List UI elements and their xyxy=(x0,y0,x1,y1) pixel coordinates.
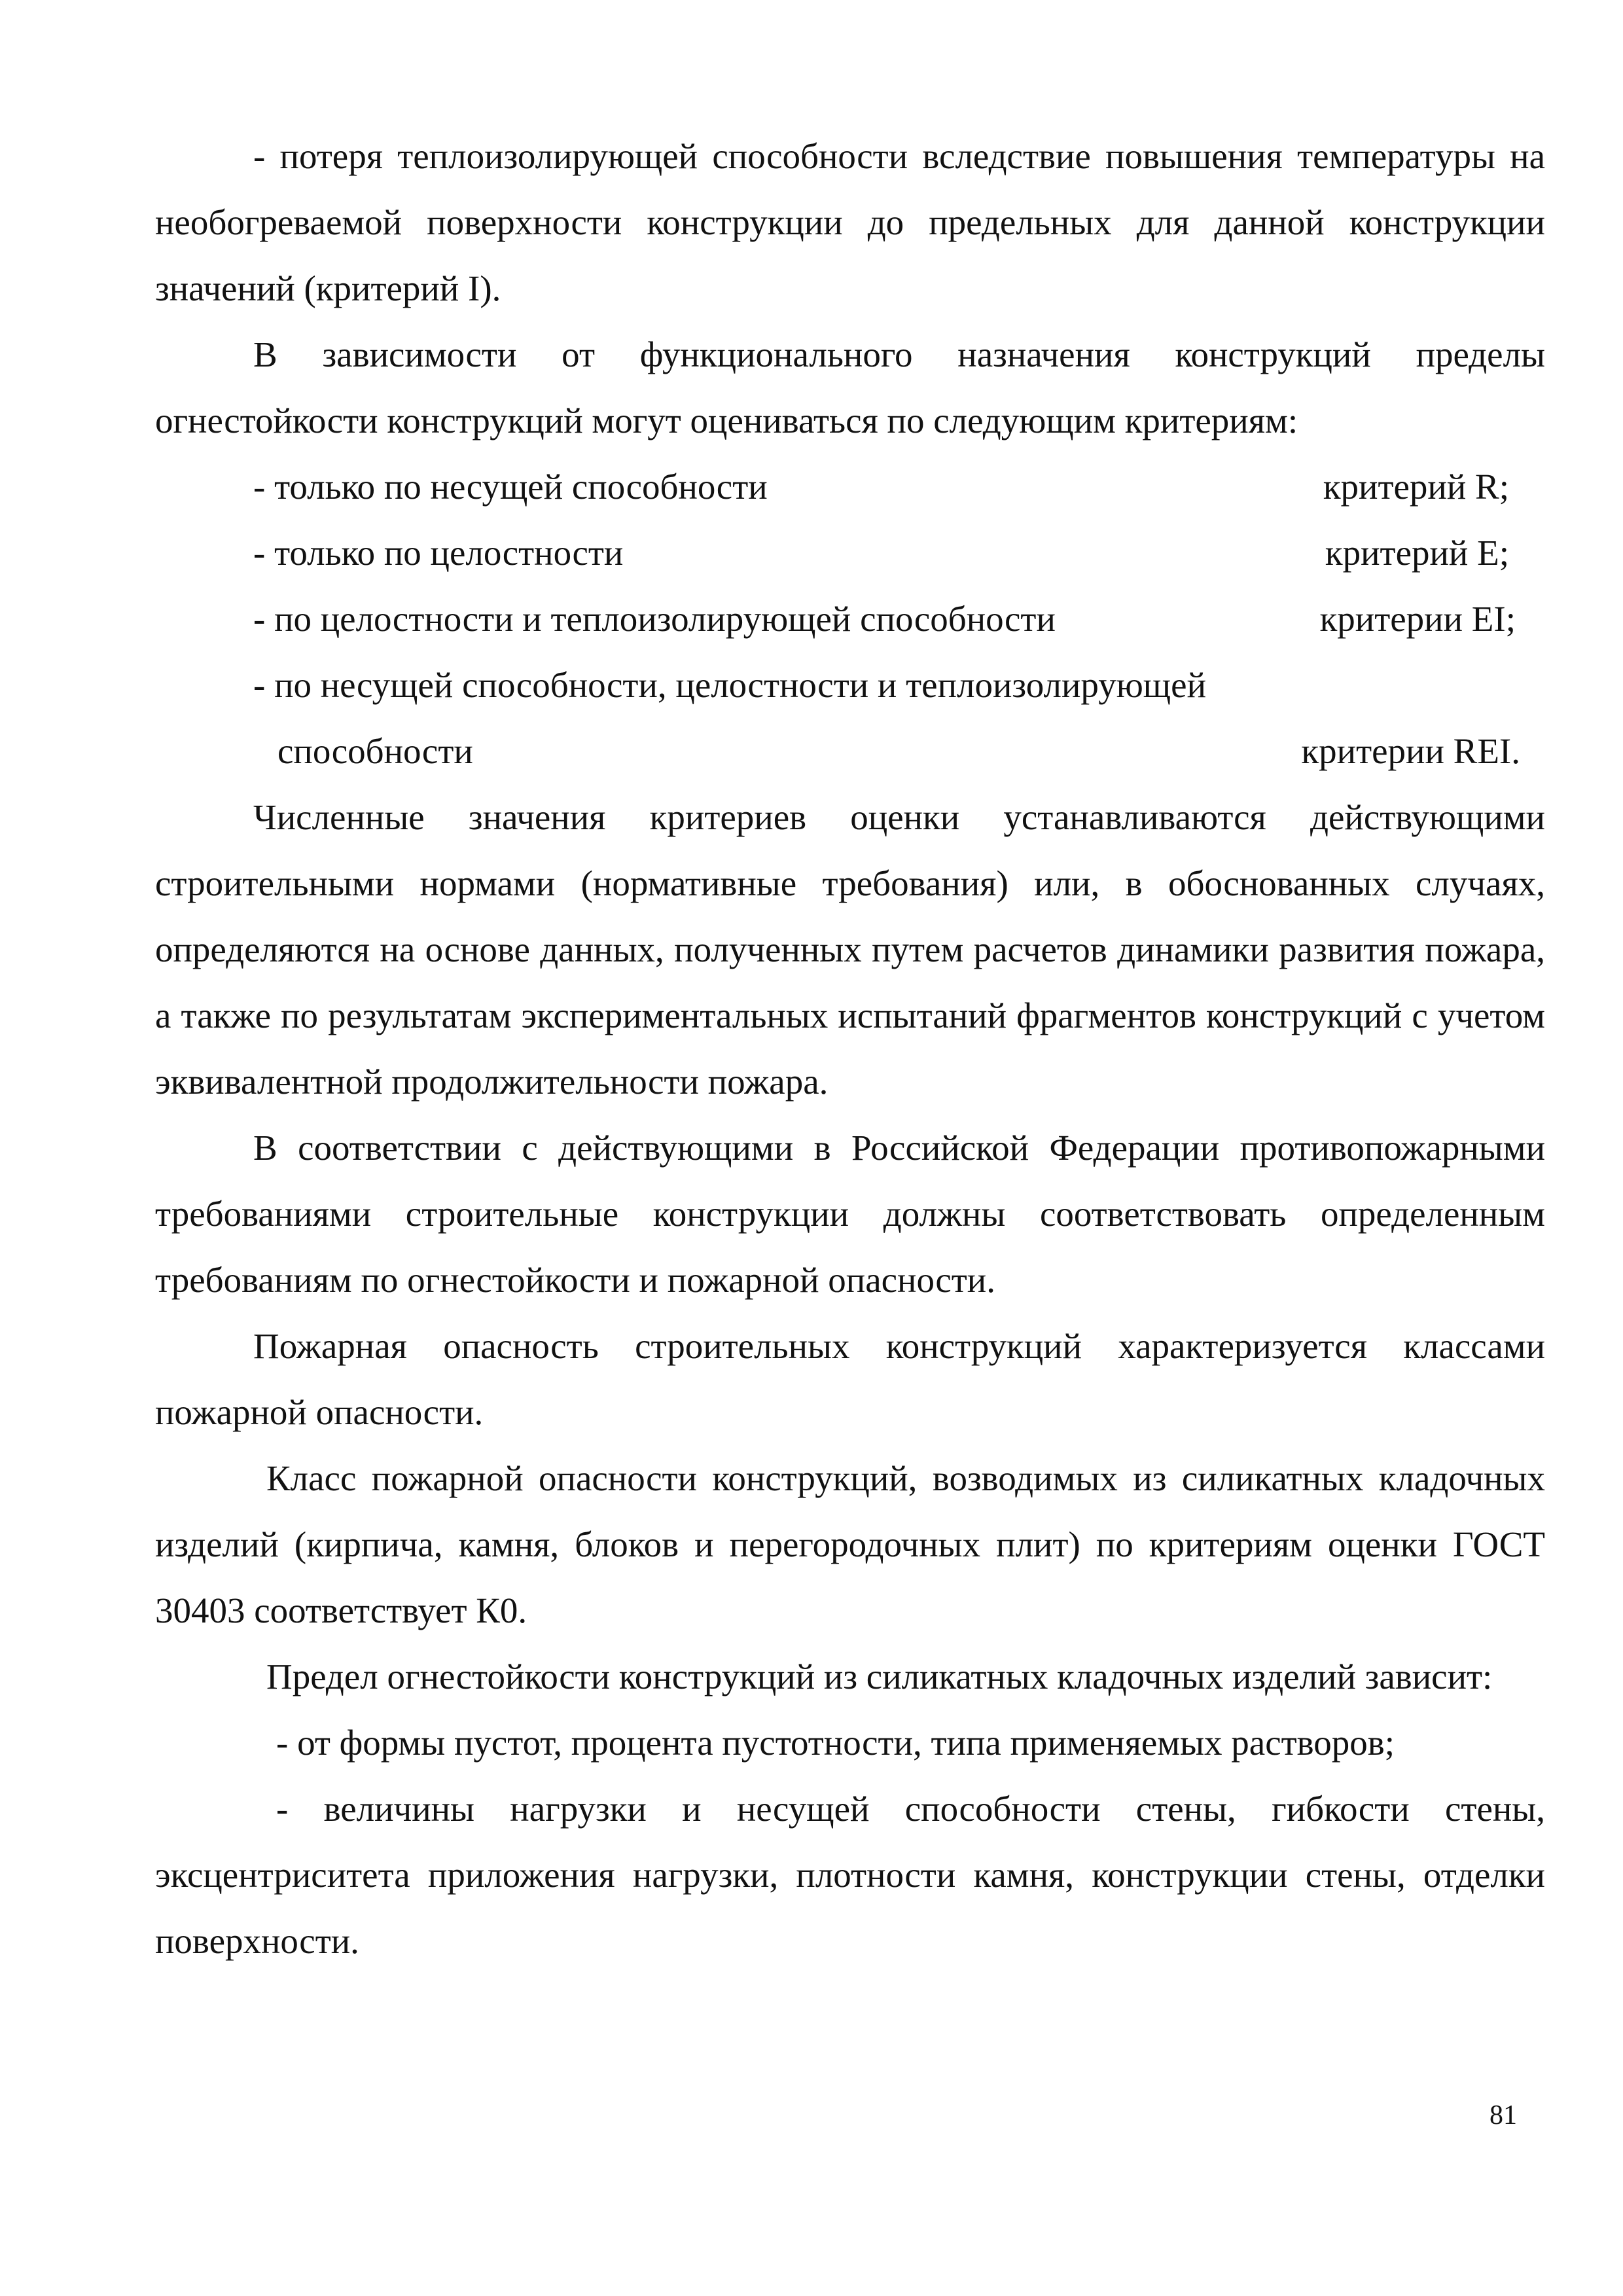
paragraph-fire-hazard: Пожарная опасность строительных конструкций характеризуется классами пожарной опасности. xyxy=(155,1326,1545,1432)
criterion-value: критерий R; xyxy=(1323,467,1509,507)
criterion-row-rei-line1 xyxy=(155,652,1545,718)
paragraph-hazard-class: Класс пожарной опасности конструкций, возводимых из силикатных кладочных изделий (кирпича, камня, блоков и перегородочных плит) по критериям оценки ГОСТ 30403 соответствует К0. xyxy=(155,1458,1545,1630)
list-item-voids: - от формы пустот, процента пустотности, типа применяемых растворов; xyxy=(276,1723,1395,1763)
paragraph-numeric-values: Численные значения критериев оценки устанавливаются действующими строительными нормами (нормативные требования) или, в обоснованных случаях, определяются на основе данных, полученных путем расчетов динамики развития пожара, а также по результатам экспериментальных испытаний фрагментов конструкций с учетом эквивалентной продолжительности пожара. xyxy=(155,797,1545,1102)
list-item-load: - величины нагрузки и несущей способности стены, гибкости стены, эксцентриситета приложения нагрузки, плотности камня, конструкции стены, отделки поверхности. xyxy=(155,1789,1545,1961)
document-body xyxy=(155,123,1545,1974)
page-number: 81 xyxy=(1489,2100,1517,2130)
paragraph-fire-resistance-limit: Предел огнестойкости конструкций из силикатных кладочных изделий зависит: xyxy=(266,1657,1493,1696)
criterion-row-r xyxy=(155,454,1545,520)
criterion-row-e xyxy=(155,520,1545,586)
criterion-value: критерии REI. xyxy=(1301,731,1520,771)
criterion-value: критерии ЕI; xyxy=(1319,599,1516,639)
criterion-label-continued: способности xyxy=(277,731,473,771)
criterion-label: - по целостности и теплоизолирующей способности xyxy=(253,599,1056,639)
criterion-label: - только по несущей способности xyxy=(253,467,768,507)
criterion-row-ei xyxy=(155,586,1545,652)
paragraph-criteria-intro: В зависимости от функционального назначения конструкций пределы огнестойкости конструкций могут оцениваться по следующим критериям: xyxy=(155,334,1545,440)
criterion-row-rei-line2 xyxy=(155,718,1545,784)
criterion-label: - по несущей способности, целостности и теплоизолирующей xyxy=(253,665,1206,705)
paragraph-heat-insulation-loss: - потеря теплоизолирующей способности вследствие повышения температуры на необогреваемой поверхности конструкции до предельных для данной конструкции значений (критерий I). xyxy=(155,136,1545,308)
paragraph-russian-requirements: В соответствии с действующими в Российской Федерации противопожарными требованиями строительные конструкции должны соответствовать определенным требованиям по огнестойкости и пожарной опасности. xyxy=(155,1128,1545,1300)
criterion-value: критерий Е; xyxy=(1325,533,1509,573)
criterion-label: - только по целостности xyxy=(253,533,624,573)
